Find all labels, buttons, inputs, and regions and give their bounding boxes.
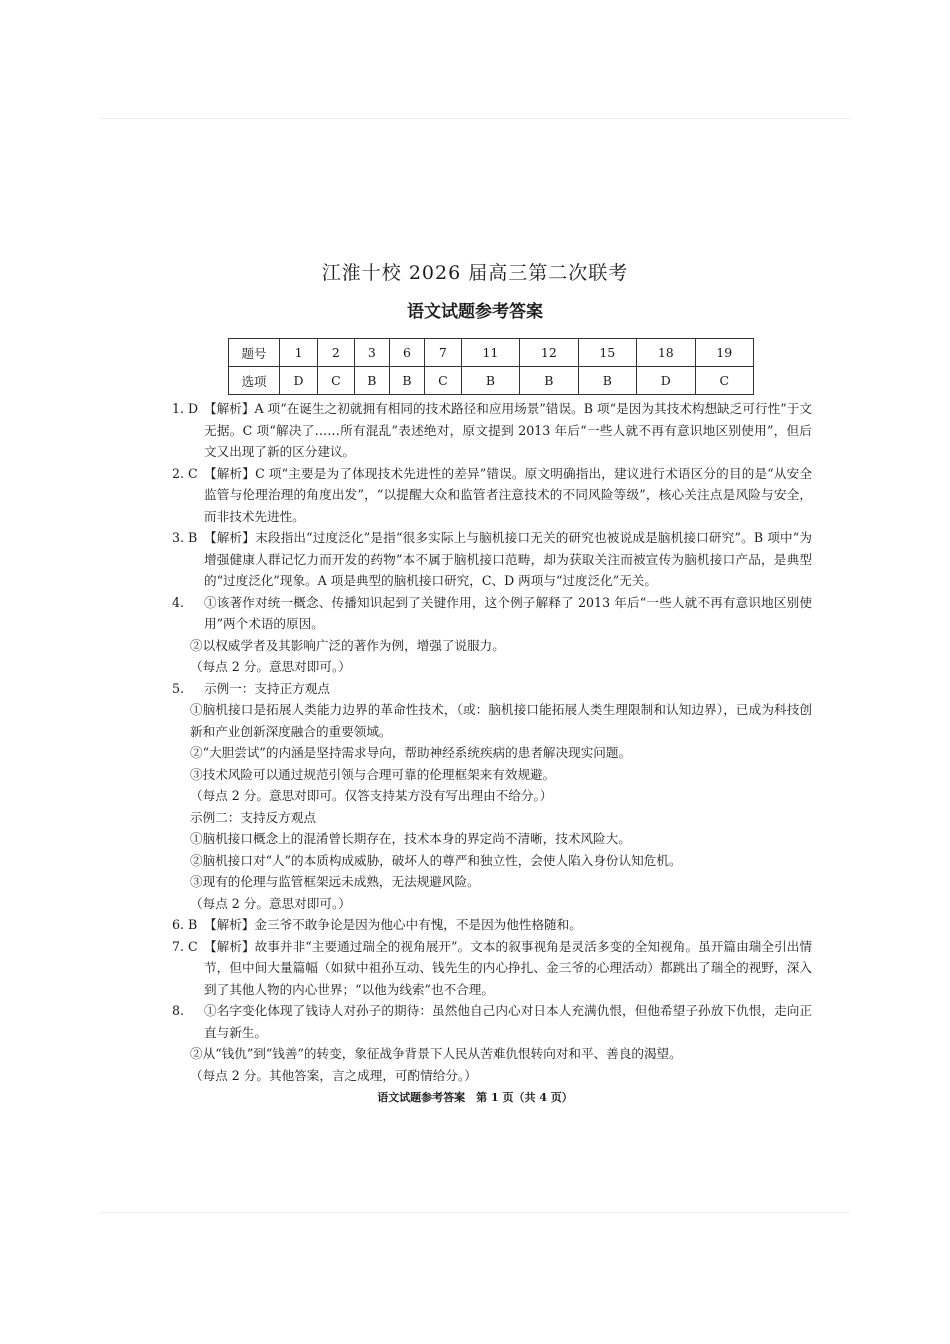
answer-choice-cell: D: [280, 367, 318, 395]
answer-choice-cell: B: [354, 367, 389, 395]
item-explanation: 【解析】C 项“主要是为了体现技术先进性的差异”错误。原文明确指出，建议进行术语区分的目的是“从安全监管与伦理治理的角度出发”，“以提醒大众和监管者注意技术的不同风险等级”，核心关注点是风险与安全，而非技术先进性。: [204, 465, 812, 524]
item-explanation: 【解析】故事并非“主要通过瑞全的视角展开”。文本的叙事视角是灵活多变的全知视角。虽开篇由瑞全引出情节，但中间大量篇幅（如狱中祖孙互动、钱先生的内心挣扎、金三爷的心理活动）都跳出了瑞全的视野，深入到了其他人物的内心世界；“以他为线索”也不合理。: [204, 938, 812, 997]
answer-item-6: [172, 914, 812, 936]
item-point: ②脑机接口对“人”的本质构成威胁，破坏人的尊严和独立性，会使人陷入身份认知危机。: [190, 852, 682, 868]
scan-edge-line: [100, 1212, 850, 1213]
item-number: 4.: [172, 594, 185, 610]
answer-choice-cell: C: [695, 367, 754, 395]
scoring-note: （每点 2 分。其他答案，言之成理，可酌情给分。）: [190, 1067, 477, 1083]
answer-choice-cell: B: [578, 367, 636, 395]
answer-explanations: [172, 398, 812, 1086]
answer-item-5: [172, 678, 812, 700]
item-explanation: 【解析】A 项“在诞生之初就拥有相同的技术路径和应用场景”错误。B 项“是因为其技术构想缺乏可行性”于文无据。C 项“解决了……所有混乱”表述绝对，原文提到 2013 年后“一些人就不再有意识地区别使用”，但后文又出现了新的区分建议。: [204, 401, 812, 459]
item-explanation: ①该著作对统一概念、传播知识起到了关键作用，这个例子解释了 2013 年后“一些人就不再有意识地区别使用”两个术语的原因。: [204, 594, 812, 631]
answer-item-4: [172, 592, 812, 635]
question-number-cell: 3: [354, 339, 389, 367]
question-number-cell: 11: [461, 339, 519, 367]
example-heading: 示例二：支持反方观点: [190, 809, 316, 825]
question-number-cell: 18: [637, 339, 695, 367]
choice-label-cell: 选项: [229, 367, 280, 395]
question-number-cell: 12: [520, 339, 578, 367]
answer-item-2: [172, 463, 812, 528]
scan-edge-line: [100, 118, 850, 119]
item-number: 6. B: [172, 917, 198, 932]
item-number: 8.: [172, 1003, 185, 1018]
answer-choice-cell: B: [389, 367, 424, 395]
item-number: 3. B: [172, 530, 198, 545]
item-point: ①脑机接口概念上的混淆曾长期存在，技术本身的界定尚不清晰，技术风险大。: [190, 831, 631, 846]
answer-choice-cell: B: [520, 367, 578, 395]
answer-choice-cell: D: [637, 367, 695, 395]
item-point: ②以权威学者及其影响广泛的著作为例，增强了说服力。: [190, 637, 505, 653]
page-footer: 语文试题参考答案 第 1 页（共 4 页）: [377, 1091, 573, 1104]
document-subtitle: 语文试题参考答案: [407, 302, 543, 322]
question-number-cell: 19: [695, 339, 754, 367]
item-point: ②“大胆尝试”的内涵是坚持需求导向，帮助神经系统疾病的患者解决现实问题。: [190, 745, 632, 760]
answer-item-3: [172, 527, 812, 592]
scoring-note: （每点 2 分。意思对即可。）: [190, 659, 351, 674]
item-explanation: ①名字变化体现了钱诗人对孙子的期待：虽然他自己内心对日本人充满仇恨，但他希望子孙放下仇恨，走向正直与新生。: [204, 1003, 812, 1040]
answer-choice-cell: C: [425, 367, 462, 395]
exam-title: 江淮十校 2026 届高三第二次联考: [321, 262, 629, 284]
example-heading: 示例一：支持正方观点: [204, 680, 330, 696]
answer-item-7: [172, 936, 812, 1001]
item-number: 2. C: [172, 465, 198, 481]
question-number-cell: 1: [280, 339, 318, 367]
question-number-row: [229, 339, 754, 367]
answer-choice-row: [229, 367, 754, 395]
answer-item-8: [172, 1000, 812, 1043]
answer-table: [228, 338, 754, 395]
question-number-cell: 15: [578, 339, 636, 367]
item-point: ③技术风险可以通过规范引领与合理可靠的伦理框架来有效规避。: [190, 766, 556, 782]
item-number: 7. C: [172, 938, 198, 954]
item-number: 1. D: [172, 401, 199, 416]
answer-choice-cell: C: [318, 367, 355, 395]
question-number-cell: 6: [389, 339, 424, 367]
header-label-cell: 题号: [229, 339, 280, 367]
item-point: ②从“钱仇”到“钱善”的转变，象征战争背景下人民从苦难仇恨转向对和平、善良的渴望。: [190, 1046, 682, 1061]
answer-choice-cell: B: [461, 367, 519, 395]
item-explanation: 【解析】金三爷不敢争论是因为他心中有愧，不是因为他性格随和。: [204, 917, 582, 932]
question-number-cell: 7: [425, 339, 462, 367]
item-explanation: 【解析】末段指出“过度泛化”是指“很多实际上与脑机接口无关的研究也被说成是脑机接口研究”。B 项中“为增强健康人群记忆力而开发的药物”本不属于脑机接口范畴，却为获取关注而被宣传为脑机接口产品，是典型的“过度泛化”现象。A 项是典型的脑机接口研究，C、D 两项与“过度泛化”无关。: [204, 530, 812, 588]
question-number-cell: 2: [318, 339, 355, 367]
item-point: ③现有的伦理与监管框架远未成熟，无法规避风险。: [190, 874, 480, 889]
item-point: ①脑机接口是拓展人类能力边界的革命性技术，（或：脑机接口能拓展人类生理限制和认知边界），已成为科技创新和产业创新深度融合的重要领域。: [190, 702, 812, 739]
item-number: 5.: [172, 680, 185, 696]
scoring-note: （每点 2 分。意思对即可。）: [190, 895, 351, 911]
scoring-note: （每点 2 分。意思对即可。仅答支持某方没有写出理由不给分。）: [190, 788, 553, 803]
answer-item-1: [172, 398, 812, 463]
